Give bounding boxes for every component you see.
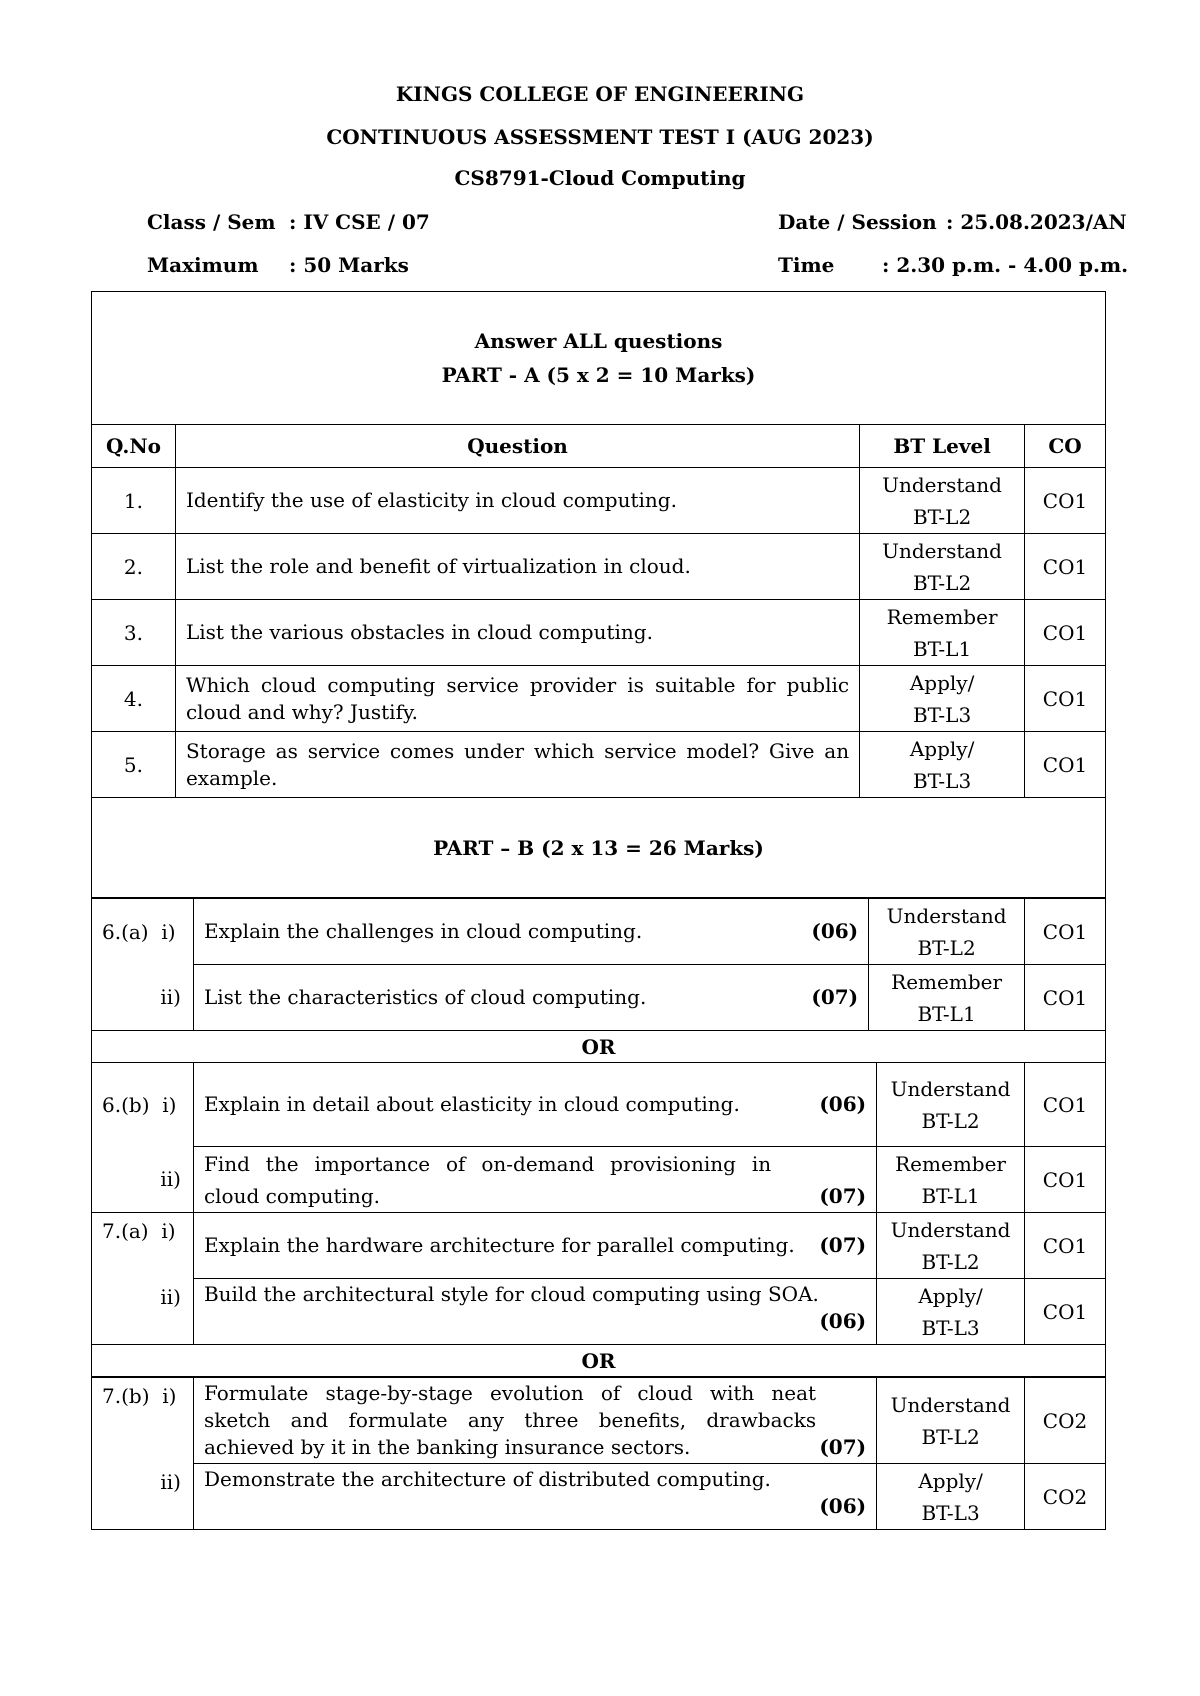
- time-value: : 2.30 p.m. - 4.00 p.m.: [882, 253, 1129, 277]
- co: CO1: [1025, 1279, 1106, 1345]
- marks: (06): [811, 919, 859, 943]
- bt-code: BT-L2: [921, 1108, 980, 1133]
- bt-level: [877, 1279, 1025, 1345]
- bt-level: [877, 1464, 1025, 1530]
- part-a-header: [92, 292, 1106, 425]
- question-text: Storage as service comes under which service model? Give an example.: [175, 732, 859, 798]
- date-value: : 25.08.2023/AN: [946, 210, 1127, 234]
- bt-name: Apply/: [909, 736, 975, 761]
- q6a-label: 6.(a) i): [102, 919, 176, 944]
- bt-code: BT-L2: [917, 935, 976, 960]
- bt-name: Apply/: [909, 670, 975, 695]
- bt-name: Remember: [886, 604, 998, 629]
- bt-name: Understand: [882, 472, 1002, 497]
- bt-name: Remember: [895, 1151, 1006, 1176]
- co: CO1: [1025, 1147, 1106, 1213]
- or-divider: OR: [92, 1345, 1106, 1377]
- co: CO1: [1025, 1213, 1106, 1279]
- q7b-label-cell: [92, 1378, 194, 1464]
- bt-code: BT-L2: [921, 1249, 980, 1274]
- q6a-ii: [193, 965, 868, 1031]
- qno: 5.: [92, 732, 176, 798]
- qno: 4.: [92, 666, 176, 732]
- col-qno: Q.No: [92, 425, 176, 468]
- bt-name: Understand: [890, 1076, 1011, 1101]
- co: CO1: [1025, 732, 1106, 798]
- q6b-label-cell: [92, 1063, 194, 1147]
- instruction: Answer ALL questions: [474, 329, 723, 353]
- co: CO1: [1025, 534, 1106, 600]
- question-text: Explain in detail about elasticity in cloud computing.: [203, 1092, 740, 1116]
- bt-level: [869, 965, 1025, 1031]
- bt-code: BT-L1: [917, 1001, 976, 1026]
- q6b-ii: [193, 1147, 876, 1213]
- table-row: [92, 534, 1106, 600]
- bt-level: [860, 600, 1025, 666]
- q7b-ii-label: ii): [92, 1464, 194, 1530]
- max-label: Maximum: [147, 253, 259, 277]
- co: CO2: [1025, 1464, 1106, 1530]
- bt-name: Understand: [882, 538, 1002, 563]
- q7b-ii: [193, 1464, 876, 1530]
- co: CO1: [1025, 600, 1106, 666]
- marks: (07): [819, 1233, 867, 1257]
- part-a-title: PART - A (5 x 2 = 10 Marks): [441, 363, 756, 387]
- max-value: : 50 Marks: [289, 253, 409, 277]
- q6a-ii-label: ii): [92, 965, 194, 1031]
- question-text: Find the importance of on-demand provisioning in cloud computing.: [203, 1151, 772, 1208]
- bt-name: Understand: [890, 1217, 1011, 1242]
- question-text: List the characteristics of cloud computing.: [203, 985, 647, 1009]
- bt-code: BT-L3: [912, 768, 972, 793]
- q6a-label-cell: [92, 899, 194, 965]
- bt-name: Understand: [890, 1392, 1011, 1417]
- time-label: Time: [778, 253, 835, 277]
- bt-name: Understand: [886, 903, 1007, 928]
- class-value: : IV CSE / 07: [289, 210, 430, 234]
- question-text: Which cloud computing service provider is suitable for public cloud and why? Justify.: [175, 666, 859, 732]
- q6a-i: [193, 899, 868, 965]
- bt-name: Apply/: [918, 1468, 983, 1493]
- question-text: Explain the hardware architecture for parallel computing.: [203, 1233, 795, 1257]
- question-text: List the role and benefit of virtualization in cloud.: [175, 534, 859, 600]
- bt-code: BT-L2: [912, 570, 972, 595]
- bt-level: [877, 1147, 1025, 1213]
- co: CO1: [1025, 899, 1106, 965]
- co: CO1: [1025, 965, 1106, 1031]
- co: CO2: [1025, 1378, 1106, 1464]
- col-question: Question: [175, 425, 859, 468]
- table-row: [92, 732, 1106, 798]
- question-text: Identify the use of elasticity in cloud computing.: [175, 468, 859, 534]
- bt-level: [869, 899, 1025, 965]
- q7a-label-cell: [92, 1213, 194, 1279]
- question-text: List the various obstacles in cloud computing.: [175, 600, 859, 666]
- qno: 3.: [92, 600, 176, 666]
- bt-code: BT-L2: [912, 504, 972, 529]
- bt-code: BT-L3: [921, 1500, 980, 1525]
- marks: (07): [811, 985, 859, 1009]
- course-title: CS8791-Cloud Computing: [454, 166, 746, 190]
- bt-code: BT-L3: [912, 702, 972, 727]
- marks: (06): [819, 1092, 867, 1116]
- bt-level: [860, 468, 1025, 534]
- qno: 2.: [92, 534, 176, 600]
- test-title: CONTINUOUS ASSESSMENT TEST I (AUG 2023): [326, 125, 874, 149]
- qno: 1.: [92, 468, 176, 534]
- q7a-label: 7.(a) i): [102, 1219, 176, 1243]
- bt-level: [877, 1063, 1025, 1147]
- bt-level: [877, 1213, 1025, 1279]
- q7a-ii: [193, 1279, 876, 1345]
- col-co: CO: [1025, 425, 1106, 468]
- bt-code: BT-L1: [921, 1183, 980, 1208]
- col-bt-level: BT Level: [860, 425, 1025, 468]
- q7b-label: 7.(b) i): [102, 1384, 177, 1408]
- marks: (07): [819, 1183, 867, 1208]
- part-b-title: PART – B (2 x 13 = 26 Marks): [92, 798, 1106, 898]
- question-text: Demonstrate the architecture of distributed computing.: [203, 1467, 771, 1491]
- q7b-i: [193, 1378, 876, 1464]
- q7a-ii-label: ii): [92, 1279, 194, 1345]
- marks: (06): [819, 1494, 867, 1518]
- q6a-table: [91, 898, 1106, 1063]
- question-text: Build the architectural style for cloud computing using SOA.: [203, 1282, 819, 1306]
- class-label: Class / Sem: [147, 210, 276, 234]
- date-label: Date / Session: [778, 210, 937, 234]
- table-row: [92, 468, 1106, 534]
- bt-code: BT-L1: [912, 636, 972, 661]
- q6b-ii-label: ii): [92, 1147, 194, 1213]
- q6b-label: 6.(b) i): [102, 1092, 177, 1117]
- bt-name: Remember: [891, 969, 1003, 994]
- bt-level: [860, 534, 1025, 600]
- bt-code: BT-L2: [921, 1424, 980, 1449]
- co: CO1: [1025, 666, 1106, 732]
- bt-level: [860, 732, 1025, 798]
- marks: (07): [819, 1435, 867, 1459]
- co: CO1: [1025, 1063, 1106, 1147]
- table-row: [92, 666, 1106, 732]
- bt-code: BT-L3: [921, 1315, 980, 1340]
- college-name: KINGS COLLEGE OF ENGINEERING: [395, 82, 805, 106]
- q7b-table: [91, 1377, 1106, 1530]
- q7a-i: [193, 1213, 876, 1279]
- question-text: Formulate stage-by-stage evolution of cloud with neat sketch and formulate any three benefits, drawbacks achieved by it in the banking insurance sectors.: [203, 1381, 817, 1459]
- question-text: Explain the challenges in cloud computing.: [203, 919, 643, 943]
- part-a-table: [91, 291, 1106, 898]
- q6b-i: [193, 1063, 876, 1147]
- bt-name: Apply/: [918, 1283, 983, 1308]
- bt-level: [860, 666, 1025, 732]
- marks: (06): [819, 1309, 867, 1333]
- or-divider: OR: [92, 1031, 1106, 1063]
- bt-level: [877, 1378, 1025, 1464]
- co: CO1: [1025, 468, 1106, 534]
- q6b-7a-table: [91, 1062, 1106, 1377]
- table-row: [92, 600, 1106, 666]
